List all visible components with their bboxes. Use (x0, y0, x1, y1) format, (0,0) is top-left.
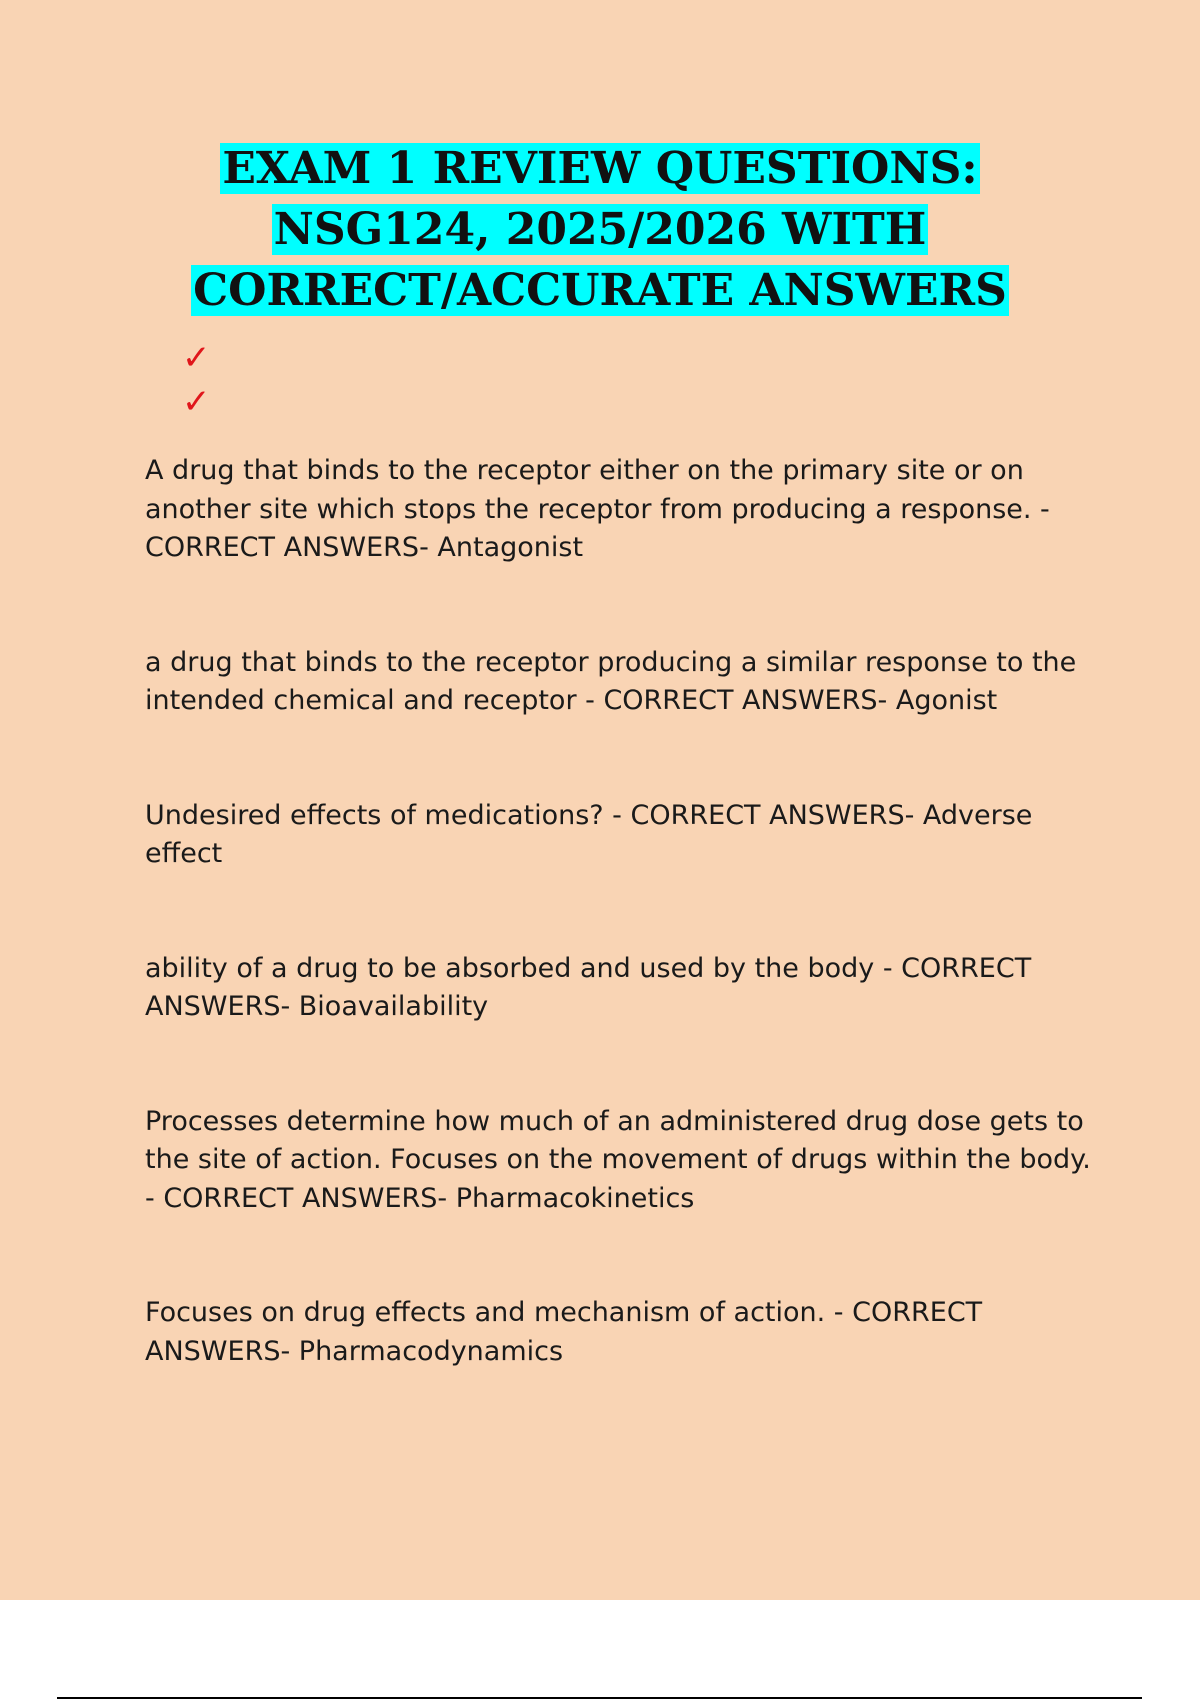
title-line (0, 260, 1200, 321)
qa-item: A drug that binds to the receptor either on the primary site or on another site which stops the receptor from producing a response. - CORRECT ANSWERS- Antagonist (145, 455, 1050, 563)
title-line (0, 199, 1200, 260)
document-title (0, 138, 1200, 321)
title-highlight: NSG124, 2025/2026 WITH (273, 204, 927, 255)
title-highlight: CORRECT/ACCURATE ANSWERS (193, 265, 1007, 316)
footer-rule (57, 1697, 1142, 1699)
qa-list (145, 452, 1095, 1447)
qa-item: Processes determine how much of an administered drug dose gets to the site of action. Focuses on the movement of drugs within the body. - CORRECT ANSWERS- Pharmacokinetics (145, 1105, 1091, 1214)
check-mark-icon: ✓ (182, 338, 211, 378)
check-mark-icon: ✓ (182, 382, 211, 422)
qa-item: Focuses on drug effects and mechanism of action. - CORRECT ANSWERS- Pharmacodynamics (145, 1297, 983, 1367)
qa-item: ability of a drug to be absorbed and used by the body - CORRECT ANSWERS- Bioavailability (145, 952, 1032, 1022)
title-highlight: EXAM 1 REVIEW QUESTIONS: (222, 143, 978, 194)
title-line (0, 138, 1200, 199)
check-mark-list (182, 336, 211, 424)
qa-item: a drug that binds to the receptor producing a similar response to the intended chemical and receptor - CORRECT ANSWERS- Agonist (145, 646, 1077, 716)
qa-item: Undesired effects of medications? - CORRECT ANSWERS- Adverse effect (145, 799, 1033, 869)
